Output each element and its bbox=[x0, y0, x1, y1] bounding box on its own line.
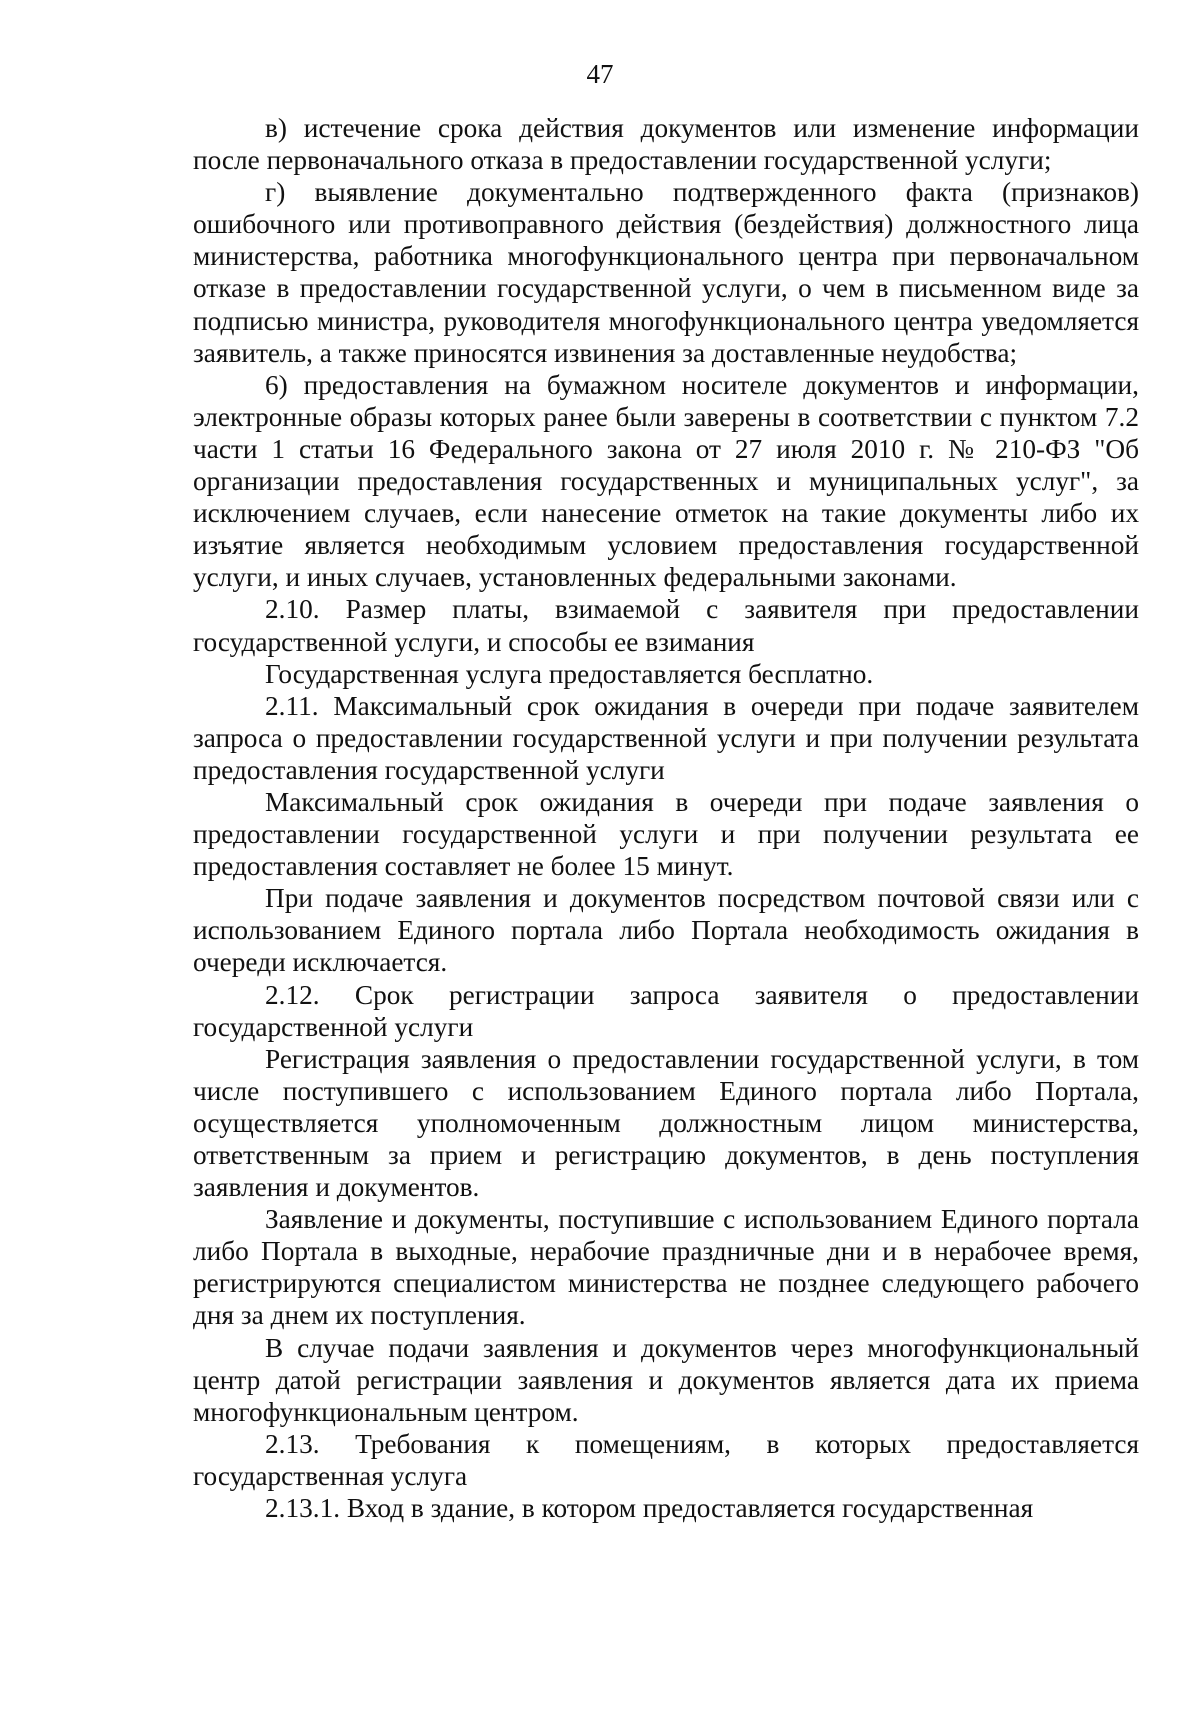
paragraph-holiday-registration: Заявление и документы, поступившие с использованием Единого портала либо Портала в выходные, нерабочие праздничные дни и в нерабочее время, регистрируются специалистом министерства не позднее следующего рабочего дня за днем их поступления. bbox=[193, 1204, 1139, 1331]
paragraph-free-service: Государственная услуга предоставляется бесплатно. bbox=[265, 658, 874, 689]
paragraph-mfc-registration: В случае подачи заявления и документов через многофункциональный центр датой регистрации заявления и документов является дата их приема многофункциональным центром. bbox=[193, 1332, 1139, 1427]
paragraph-erroneous-action: г) выявление документально подтвержденного факта (признаков) ошибочного или противоправного действия (бездействия) должностного лица министерства, работника многофункционального центра при первоначальном отказе в предоставлении государственной услуги, о чем в письменном виде за подписью министра, руководителя многофункционального центра уведомляется заявитель, а также приносятся извинения за доставленные неудобства; bbox=[193, 177, 1139, 368]
section-heading-2-10: 2.10. Размер платы, взимаемой с заявителя при предоставлении государственной услуги, и способы ее взимания bbox=[193, 594, 1139, 657]
section-heading-2-12: 2.12. Срок регистрации запроса заявителя о предоставлении государственной услуги bbox=[193, 979, 1139, 1042]
paragraph-expiry: в) истечение срока действия документов или изменение информации после первоначального отказа в предоставлении государственной услуги; bbox=[193, 113, 1139, 176]
paragraph-no-queue: При подаче заявления и документов посредством почтовой связи или с использованием Единого портала либо Портала необходимость ожидания в очереди исключается. bbox=[193, 883, 1139, 978]
paragraph-building-entrance: 2.13.1. Вход в здание, в котором предоставляется государственная bbox=[265, 1493, 1034, 1524]
section-heading-2-13: 2.13. Требования к помещениям, в которых предоставляется государственная услуга bbox=[193, 1428, 1139, 1491]
paragraph-max-wait: Максимальный срок ожидания в очереди при подаче заявления о предоставлении государственной услуги и при получении результата ее предоставления составляет не более 15 минут. bbox=[193, 786, 1139, 882]
section-heading-2-11: 2.11. Максимальный срок ожидания в очереди при подаче заявителем запроса о предоставлении государственной услуги и при получении результата предоставления государственной услуги bbox=[193, 690, 1139, 785]
document-body bbox=[193, 112, 1139, 1524]
paragraph-paper-documents: 6) предоставления на бумажном носителе документов и информации, электронные образы которых ранее были заверены в соответствии с пунктом 7.2 части 1 статьи 16 Федерального закона от 27 июля 2010 г. № 210-ФЗ "Об организации предоставления государственных и муниципальных услуг", за исключением случаев, если нанесение отметок на такие документы либо их изъятие является необходимым условием предоставления государственной услуги, и иных случаев, установленных федеральными законами. bbox=[193, 369, 1139, 593]
page-number: 47 bbox=[586, 59, 614, 89]
paragraph-registration: Регистрация заявления о предоставлении государственной услуги, в том числе поступившего с использованием Единого портала либо Портала, осуществляется уполномоченным должностным лицом министерства, ответственным за прием и регистрацию документов, в день поступления заявления и документов. bbox=[193, 1043, 1139, 1203]
